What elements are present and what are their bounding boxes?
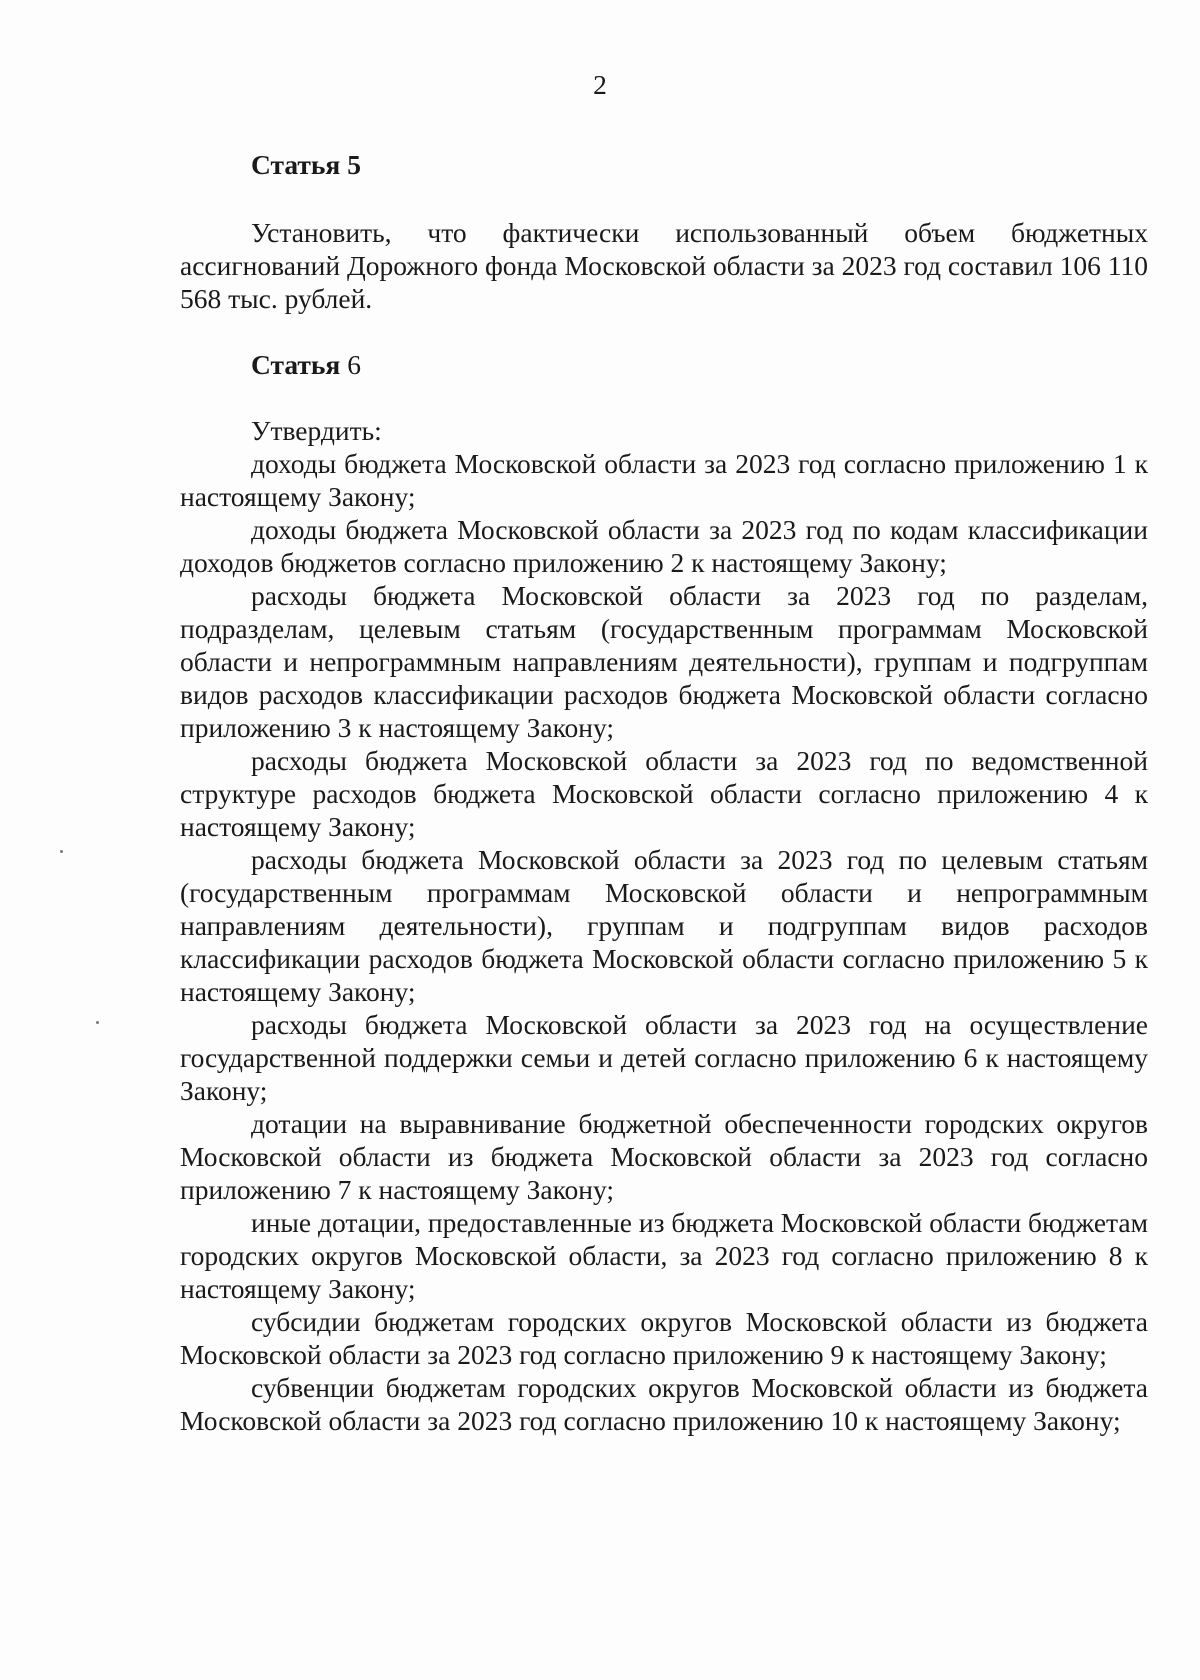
article-6-heading	[251, 348, 361, 381]
article-6-item: иные дотации, предоставленные из бюджета Московской области бюджетам городских округов Московской области, за 2023 год согласно приложению 8 к настоящему Закону;	[180, 1207, 1148, 1304]
article-6-body	[180, 414, 1148, 1437]
scan-speck	[60, 850, 63, 853]
article-6-item: расходы бюджета Московской области за 2023 год по целевым статьям (государственным программам Московской области и непрограммным направлениям деятельности), группам и подгруппам видов расходов классификации расходов бюджета Московской области согласно приложению 5 к настоящему Закону;	[180, 844, 1148, 1007]
article-6-item: расходы бюджета Московской области за 2023 год по разделам, подразделам, целевым статьям (государственным программам Московской области и непрограммным направлениям деятельности), группам и подгруппам видов расходов классификации расходов бюджета Московской области согласно приложению 3 к настоящему Закону;	[180, 580, 1148, 743]
article-5-heading-word: Статья	[251, 149, 341, 180]
scan-speck	[96, 1021, 99, 1024]
article-6-item: расходы бюджета Московской области за 2023 год на осуществление государственной поддержки семьи и детей согласно приложению 6 к настоящему Закону;	[180, 1009, 1148, 1106]
article-5-body	[180, 216, 1148, 315]
article-5-paragraph: Установить, что фактически использованный объем бюджетных ассигнований Дорожного фонда Московской области за 2023 год составил 106 110 568 тыс. рублей.	[180, 217, 1148, 314]
article-6-item: доходы бюджета Московской области за 2023 год по кодам классификации доходов бюджетов согласно приложению 2 к настоящему Закону;	[180, 514, 1148, 578]
article-6-item: доходы бюджета Московской области за 2023 год согласно приложению 1 к настоящему Закону;	[180, 448, 1148, 512]
article-6-item: дотации на выравнивание бюджетной обеспеченности городских округов Московской области из бюджета Московской области за 2023 год согласно приложению 7 к настоящему Закону;	[180, 1108, 1148, 1205]
article-6-item: субвенции бюджетам городских округов Московской области из бюджета Московской области за 2023 год согласно приложению 10 к настоящему Закону;	[180, 1372, 1148, 1436]
article-6-intro: Утвердить:	[251, 415, 382, 446]
article-5-heading	[251, 148, 361, 181]
article-6-item: субсидии бюджетам городских округов Московской области из бюджета Московской области за 2023 год согласно приложению 9 к настоящему Закону;	[180, 1306, 1148, 1370]
article-6-item: расходы бюджета Московской области за 2023 год по ведомственной структуре расходов бюджета Московской области согласно приложению 4 к настоящему Закону;	[180, 745, 1148, 842]
article-6-heading-word: Статья	[251, 349, 341, 380]
article-5-heading-number: 5	[347, 149, 361, 180]
page-number: 2	[593, 69, 607, 100]
article-6-heading-number: 6	[347, 349, 361, 380]
